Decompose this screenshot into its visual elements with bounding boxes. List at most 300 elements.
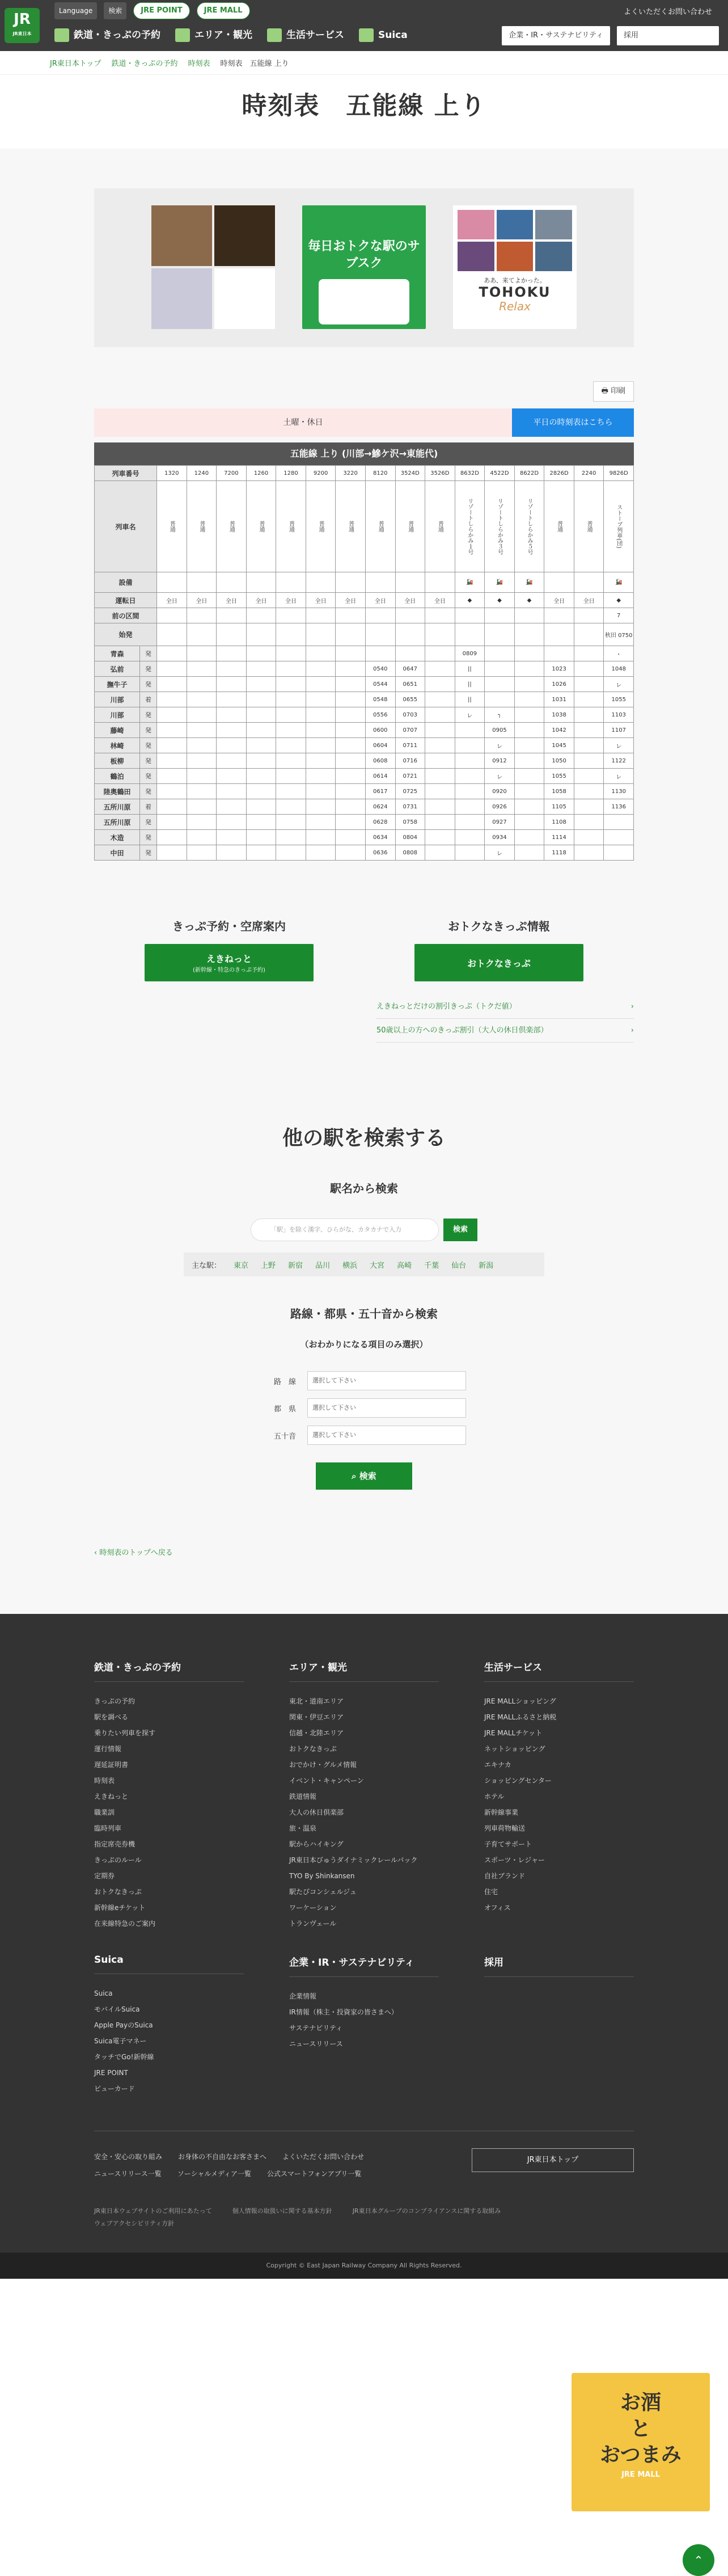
time-cell xyxy=(217,815,247,830)
time-cell xyxy=(395,646,425,661)
table-cell: ◆ xyxy=(455,593,485,608)
arr-dep: 発 xyxy=(140,753,157,769)
link-tokudane[interactable] xyxy=(376,995,634,1019)
time-cell: 0628 xyxy=(365,815,395,830)
table-cell xyxy=(574,623,604,646)
footer-link[interactable]: 運行情報 xyxy=(94,1745,122,1753)
time-cell xyxy=(336,677,366,692)
table-row xyxy=(95,784,634,799)
table-row xyxy=(95,830,634,845)
time-cell xyxy=(425,723,455,738)
footer-link[interactable]: JRE MALLふるさと納税 xyxy=(484,1713,557,1721)
table-row xyxy=(95,677,634,692)
table-cell xyxy=(306,481,336,572)
table-cell xyxy=(157,572,187,593)
facility-icon: 🚂 xyxy=(455,572,485,593)
time-cell: 1058 xyxy=(544,784,574,799)
by-route-heading: 路線・都県・五十音から検索 xyxy=(290,1307,438,1321)
footer-heading[interactable]: 企業・IR・サステナビリティ xyxy=(289,1954,439,1977)
time-cell xyxy=(246,830,276,845)
time-cell xyxy=(425,646,455,661)
footer-link[interactable]: 旅・温泉 xyxy=(289,1824,317,1832)
footer-link[interactable]: オフィス xyxy=(484,1904,511,1912)
footer-link[interactable]: 新幹線事業 xyxy=(484,1808,519,1816)
table-cell xyxy=(395,623,425,646)
language-button[interactable]: Language xyxy=(54,2,97,19)
table-cell: 全日 xyxy=(544,593,574,608)
train-name: リゾートしらかみ３号 xyxy=(496,498,503,555)
footer-link[interactable]: IR情報（株主・投資家の皆さまへ） xyxy=(289,2008,398,2016)
station-name: 鶴泊 xyxy=(95,769,140,784)
time-cell xyxy=(246,692,276,707)
nav-life[interactable] xyxy=(267,24,344,47)
nav-rail[interactable] xyxy=(54,24,160,47)
nav-suica[interactable] xyxy=(359,24,408,47)
crumb-home[interactable]: JR東日本トップ xyxy=(50,60,101,68)
time-cell: レ xyxy=(485,845,515,861)
footer-note-link[interactable]: ウェブアクセシビリティ方針 xyxy=(94,2220,175,2227)
page-title: 時刻表 五能線 上り xyxy=(242,91,486,120)
time-cell xyxy=(336,799,366,815)
footer-link[interactable]: きっぷのルール xyxy=(94,1856,142,1864)
station-name: 川部 xyxy=(95,707,140,723)
time-cell: 1045 xyxy=(544,738,574,753)
jr-top-button[interactable]: JR東日本トップ xyxy=(472,2148,634,2172)
ad-popup[interactable] xyxy=(567,2368,714,2516)
route-select[interactable]: 選択して下さい xyxy=(307,1371,466,1390)
footer-link[interactable]: JR東日本びゅうダイナミックレールパック xyxy=(289,1856,418,1864)
table-cell xyxy=(574,572,604,593)
footer-link[interactable]: 鉄道情報 xyxy=(289,1793,317,1801)
time-cell xyxy=(425,692,455,707)
footer-link[interactable]: 自社ブランド xyxy=(484,1872,526,1880)
table-cell xyxy=(455,608,485,623)
recruit-button[interactable]: 採用 xyxy=(617,26,719,45)
footer-link[interactable]: おでかけ・グルメ情報 xyxy=(289,1761,357,1769)
time-cell xyxy=(187,845,217,861)
table-cell xyxy=(306,623,336,646)
time-cell xyxy=(246,723,276,738)
table-cell xyxy=(395,608,425,623)
footer-link[interactable]: 指定席売券機 xyxy=(94,1840,136,1848)
time-cell xyxy=(604,815,634,830)
time-cell xyxy=(455,769,485,784)
banner-tohoku[interactable] xyxy=(453,205,577,329)
time-cell xyxy=(306,830,336,845)
kana-select[interactable]: 選択して下さい xyxy=(307,1426,466,1445)
table-row xyxy=(95,769,634,784)
footer-link[interactable]: えきねっと xyxy=(94,1793,129,1801)
footer-link[interactable]: 職業訓 xyxy=(94,1808,115,1816)
footer-link[interactable]: 定期券 xyxy=(94,1872,115,1880)
time-cell xyxy=(217,646,247,661)
time-cell: 0548 xyxy=(365,692,395,707)
table-cell xyxy=(604,481,634,572)
footer-link[interactable]: 新幹線eチケット xyxy=(94,1904,146,1912)
main-station-link[interactable]: 千葉 xyxy=(424,1261,439,1270)
banner-sub-text: 毎日おトクな駅のサブスク xyxy=(308,239,420,271)
page-top-button[interactable]: ⌃ xyxy=(683,2544,714,2576)
footer-link[interactable]: 住宅 xyxy=(484,1888,498,1896)
table-cell xyxy=(187,481,217,572)
eki-net-button[interactable] xyxy=(145,944,314,981)
time-cell xyxy=(187,646,217,661)
time-cell xyxy=(276,692,306,707)
table-cell: ◆ xyxy=(514,593,544,608)
footer-link[interactable]: 子育てサポート xyxy=(484,1840,532,1848)
time-cell xyxy=(187,784,217,799)
time-cell xyxy=(574,769,604,784)
time-cell xyxy=(455,723,485,738)
table-cell: 8632D xyxy=(455,466,485,481)
time-cell: 0556 xyxy=(365,707,395,723)
table-cell: 全日 xyxy=(217,593,247,608)
footer-link[interactable]: きっぷの予約 xyxy=(94,1697,136,1705)
facility-icon: 🚂 xyxy=(604,572,634,593)
train-name: リゾートしらかみ５号 xyxy=(526,498,533,555)
time-cell: レ xyxy=(485,738,515,753)
time-cell: 0634 xyxy=(365,830,395,845)
footer-link[interactable]: 列車荷物輸送 xyxy=(484,1824,526,1832)
time-cell xyxy=(514,830,544,845)
time-cell: 1048 xyxy=(604,661,634,677)
main-station-link[interactable]: 高崎 xyxy=(397,1261,412,1270)
time-cell xyxy=(157,738,187,753)
footer-link[interactable]: JRE MALLチケット xyxy=(484,1729,543,1737)
time-cell xyxy=(485,661,515,677)
time-cell xyxy=(574,815,604,830)
footer-link[interactable]: モバイルSuica xyxy=(94,2005,140,2013)
footer-heading[interactable]: Suica xyxy=(94,1954,244,1974)
train-name: 普通 xyxy=(437,521,443,532)
weekday-button[interactable]: 平日の時刻表はこちら xyxy=(512,408,634,437)
station-name: 林崎 xyxy=(95,738,140,753)
print-button[interactable] xyxy=(593,381,634,402)
time-cell xyxy=(336,692,366,707)
row-label: 設備 xyxy=(95,572,157,593)
table-cell xyxy=(485,481,515,572)
footer-heading[interactable]: 採用 xyxy=(484,1954,634,1977)
time-cell: 1042 xyxy=(544,723,574,738)
main-station-link[interactable]: 東京 xyxy=(234,1261,249,1270)
footer-bottom-link[interactable]: お身体の不自由なお客さまへ xyxy=(178,2153,267,2161)
table-row xyxy=(95,661,634,677)
footer-link[interactable]: ネットショッピング xyxy=(484,1745,545,1753)
time-cell xyxy=(276,661,306,677)
time-cell xyxy=(514,661,544,677)
footer-link[interactable]: 東北・道南エリア xyxy=(289,1697,344,1705)
footer-link[interactable]: ホテル xyxy=(484,1793,505,1801)
logo-text: JR xyxy=(14,11,31,28)
time-cell xyxy=(604,830,634,845)
time-cell xyxy=(574,677,604,692)
table-row xyxy=(95,815,634,830)
nav-label: エリア・観光 xyxy=(194,29,252,41)
time-cell xyxy=(276,738,306,753)
back-label: 時刻表のトップへ戻る xyxy=(99,1549,173,1557)
time-cell xyxy=(306,707,336,723)
time-cell: 0604 xyxy=(365,738,395,753)
footer-link[interactable]: TYO By Shinkansen xyxy=(289,1872,355,1880)
deal-ticket-button[interactable] xyxy=(414,944,583,981)
link-otona[interactable] xyxy=(376,1019,634,1043)
main-station-link[interactable]: 新宿 xyxy=(288,1261,303,1270)
time-cell xyxy=(306,769,336,784)
crumb-rail[interactable]: 鉄道・きっぷの予約 xyxy=(111,60,178,68)
time-cell xyxy=(574,784,604,799)
cart-icon xyxy=(267,28,282,42)
footer-link[interactable]: Suica xyxy=(94,1989,113,1997)
footer-column xyxy=(484,1659,634,1932)
tohoku-relax: Relax xyxy=(499,300,531,313)
table-cell: 8622D xyxy=(514,466,544,481)
table-row xyxy=(95,481,634,572)
footer-link[interactable]: 駅を調べる xyxy=(94,1713,129,1721)
table-row xyxy=(95,572,634,593)
search-title: 他の駅を検索する xyxy=(282,1127,446,1150)
table-cell: ◆ xyxy=(604,593,634,608)
time-cell xyxy=(425,830,455,845)
footer-link[interactable]: ワーケーション xyxy=(289,1904,337,1912)
time-cell xyxy=(574,830,604,845)
station-search-button[interactable]: 検索 xyxy=(443,1219,477,1241)
station-name: 中田 xyxy=(95,845,140,861)
time-cell xyxy=(187,799,217,815)
footer-heading[interactable]: 生活サービス xyxy=(484,1659,634,1682)
banner-subscription[interactable] xyxy=(302,205,426,329)
time-cell xyxy=(157,815,187,830)
footer-link[interactable]: 乗りたい列車を探す xyxy=(94,1729,156,1737)
time-cell xyxy=(157,707,187,723)
table-row xyxy=(95,623,634,646)
footer-link[interactable]: JRE MALLショッピング xyxy=(484,1697,556,1705)
ad-text: おつまみ xyxy=(600,2443,682,2467)
time-cell xyxy=(425,661,455,677)
station-search-input[interactable]: 「駅」を除く漢字、ひらがな、カタカナで入力 xyxy=(251,1219,439,1241)
footer-link[interactable]: 在来線特急のご案内 xyxy=(94,1920,156,1928)
main-station-link[interactable]: 新潟 xyxy=(479,1261,494,1270)
table-cell xyxy=(217,623,247,646)
time-cell xyxy=(276,707,306,723)
time-cell xyxy=(217,769,247,784)
time-cell xyxy=(514,677,544,692)
time-cell xyxy=(217,784,247,799)
footer-link[interactable]: Suica電子マネー xyxy=(94,2037,147,2045)
main-station-link[interactable]: 横浜 xyxy=(342,1261,358,1270)
breadcrumb xyxy=(0,51,728,75)
footer-link[interactable]: 大人の休日倶楽部 xyxy=(289,1808,344,1816)
suica-icon xyxy=(359,28,374,42)
printer-icon: 🖶 xyxy=(601,387,611,395)
footer-link[interactable]: おトクなきっぷ xyxy=(289,1745,337,1753)
time-cell xyxy=(604,845,634,861)
footer-bottom-link[interactable]: 安全・安心の取り組み xyxy=(94,2153,163,2161)
footer-note-link[interactable]: JR東日本ウェブサイトのご利用にあたって xyxy=(94,2207,212,2215)
faq-link[interactable]: よくいただくお問い合わせ xyxy=(623,8,712,16)
back-link[interactable]: ‹ 時刻表のトップへ戻る xyxy=(94,1549,173,1557)
time-cell xyxy=(306,784,336,799)
footer-link[interactable]: ショッピングセンター xyxy=(484,1777,552,1785)
footer-link[interactable]: 関東・伊豆エリア xyxy=(289,1713,344,1721)
time-cell xyxy=(336,661,366,677)
copyright: Copyright © East Japan Railway Company All Rights Reserved. xyxy=(0,2253,728,2279)
time-cell xyxy=(187,723,217,738)
table-cell xyxy=(187,572,217,593)
footer-link[interactable]: JRE POINT xyxy=(94,2069,128,2077)
time-cell: 1108 xyxy=(544,815,574,830)
time-cell xyxy=(276,646,306,661)
time-cell: 1122 xyxy=(604,753,634,769)
footer-link[interactable]: タッチでGo!新幹線 xyxy=(94,2053,154,2061)
train-name: 普通 xyxy=(377,521,384,532)
time-cell: 0809 xyxy=(455,646,485,661)
train-name: 普通 xyxy=(556,521,562,532)
time-cell: 1055 xyxy=(544,769,574,784)
crumb-timetable[interactable]: 時刻表 xyxy=(188,60,210,68)
time-cell xyxy=(217,661,247,677)
time-cell xyxy=(336,815,366,830)
time-cell xyxy=(217,707,247,723)
time-cell xyxy=(455,784,485,799)
tohoku-title: TOHOKU xyxy=(479,284,551,300)
table-cell xyxy=(514,623,544,646)
footer-link[interactable]: ビューカード xyxy=(94,2085,135,2093)
time-cell xyxy=(336,845,366,861)
main-station-link[interactable]: 大宮 xyxy=(370,1261,385,1270)
table-cell xyxy=(395,572,425,593)
time-cell xyxy=(217,753,247,769)
footer-link[interactable]: トランヴェール xyxy=(289,1920,337,1928)
footer-column xyxy=(484,1954,634,2097)
by-name-heading: 駅名から検索 xyxy=(330,1182,398,1195)
table-cell xyxy=(276,481,306,572)
table-cell: 4522D xyxy=(485,466,515,481)
facility-icon: 🚂 xyxy=(514,572,544,593)
table-cell: 全日 xyxy=(187,593,217,608)
footer-bottom-link[interactable]: よくいただくお問い合わせ xyxy=(282,2153,365,2161)
table-cell: 全日 xyxy=(336,593,366,608)
chevron-right-icon: › xyxy=(630,1002,634,1011)
table-row xyxy=(95,723,634,738)
table-row xyxy=(95,707,634,723)
footer-link[interactable]: 企業情報 xyxy=(289,1992,317,2000)
station-name: 川部 xyxy=(95,692,140,707)
footer-bottom-link[interactable]: ソーシャルメディア一覧 xyxy=(177,2170,252,2178)
time-cell xyxy=(455,753,485,769)
footer-link[interactable]: 駅からハイキング xyxy=(289,1840,344,1848)
footer-heading[interactable]: エリア・観光 xyxy=(289,1659,439,1682)
banner-photos[interactable] xyxy=(151,205,275,329)
time-cell: 0624 xyxy=(365,799,395,815)
table-cell xyxy=(514,481,544,572)
footer-link[interactable]: 駅たびコンシェルジュ xyxy=(289,1888,357,1896)
footer-link[interactable]: ニュースリリース xyxy=(289,2040,343,2048)
footer-link[interactable]: 遅延証明書 xyxy=(94,1761,129,1769)
time-cell: レ xyxy=(604,769,634,784)
table-cell xyxy=(246,481,276,572)
time-cell xyxy=(425,753,455,769)
jre-point-button[interactable]: JRE POINT xyxy=(133,2,189,19)
main-station-link[interactable]: 品川 xyxy=(315,1261,331,1270)
time-cell xyxy=(514,738,544,753)
table-cell: 全日 xyxy=(246,593,276,608)
time-cell xyxy=(425,769,455,784)
table-cell xyxy=(544,572,574,593)
time-cell xyxy=(157,677,187,692)
nav-label: 生活サービス xyxy=(286,29,344,41)
footer-link[interactable]: おトクなきっぷ xyxy=(94,1888,142,1896)
main-label: 主な駅： xyxy=(192,1261,222,1270)
time-cell xyxy=(514,799,544,815)
footer-link[interactable]: イベント・キャンペーン xyxy=(289,1777,364,1785)
arr-dep: 発 xyxy=(140,784,157,799)
footer-link[interactable]: Apple PayのSuica xyxy=(94,2021,153,2029)
main-station-link[interactable]: 上野 xyxy=(261,1261,276,1270)
route-search-button[interactable] xyxy=(316,1462,412,1490)
time-cell xyxy=(425,815,455,830)
time-cell: 1026 xyxy=(544,677,574,692)
table-cell xyxy=(276,623,306,646)
table-row xyxy=(95,593,634,608)
table-cell: ◆ xyxy=(485,593,515,608)
footer-link[interactable]: 臨時列車 xyxy=(94,1824,122,1832)
time-cell xyxy=(306,738,336,753)
time-cell xyxy=(306,661,336,677)
footer-link[interactable]: サステナビリティ xyxy=(289,2024,343,2032)
btn-label: おトクなきっぷ xyxy=(467,958,531,969)
logo-sub: JR東日本 xyxy=(12,31,32,36)
time-cell xyxy=(574,845,604,861)
footer-bottom-link[interactable]: ニュースリリース一覧 xyxy=(94,2170,162,2178)
footer-note-link[interactable]: 個人情報の取扱いに関する基本方針 xyxy=(232,2207,332,2215)
footer-link[interactable]: エキナカ xyxy=(484,1761,511,1769)
nav-area[interactable] xyxy=(175,24,252,47)
time-cell xyxy=(425,845,455,861)
time-cell xyxy=(246,661,276,677)
time-cell xyxy=(187,753,217,769)
footer-note-link[interactable]: JR東日本グループのコンプライアンスに関する取組み xyxy=(352,2207,501,2215)
search-button[interactable]: 検索 xyxy=(104,2,126,19)
footer-link[interactable]: 時刻表 xyxy=(94,1777,115,1785)
time-cell xyxy=(485,646,515,661)
link-label: 50歳以上の方へのきっぷ割引（大人の休日倶楽部） xyxy=(376,1026,548,1035)
footer-heading[interactable]: 鉄道・きっぷの予約 xyxy=(94,1659,244,1682)
corp-button[interactable]: 企業・IR・サステナビリティ xyxy=(502,26,610,45)
time-cell xyxy=(455,799,485,815)
footer-bottom-link[interactable]: 公式スマートフォンアプリ一覧 xyxy=(267,2170,362,2178)
main-station-link[interactable]: 仙台 xyxy=(451,1261,467,1270)
station-name: 五所川原 xyxy=(95,815,140,830)
time-cell: 0920 xyxy=(485,784,515,799)
footer-link[interactable]: スポーツ・レジャー xyxy=(484,1856,545,1864)
table-cell: 全日 xyxy=(425,593,455,608)
table-cell: 3220 xyxy=(336,466,366,481)
footer-link[interactable]: 信越・北陸エリア xyxy=(289,1729,344,1737)
arr-dep: 発 xyxy=(140,830,157,845)
table-cell xyxy=(365,608,395,623)
time-cell xyxy=(514,769,544,784)
arr-dep: 発 xyxy=(140,661,157,677)
time-cell xyxy=(157,845,187,861)
pref-select[interactable]: 選択して下さい xyxy=(307,1398,466,1418)
table-cell: 9826D xyxy=(604,466,634,481)
time-cell xyxy=(306,815,336,830)
time-cell xyxy=(455,738,485,753)
btn-sub: (新幹線・特急のきっぷ予約) xyxy=(193,967,265,973)
jr-east-logo[interactable] xyxy=(5,8,40,43)
time-cell: 0614 xyxy=(365,769,395,784)
jre-mall-button[interactable]: JRE MALL xyxy=(197,2,250,19)
